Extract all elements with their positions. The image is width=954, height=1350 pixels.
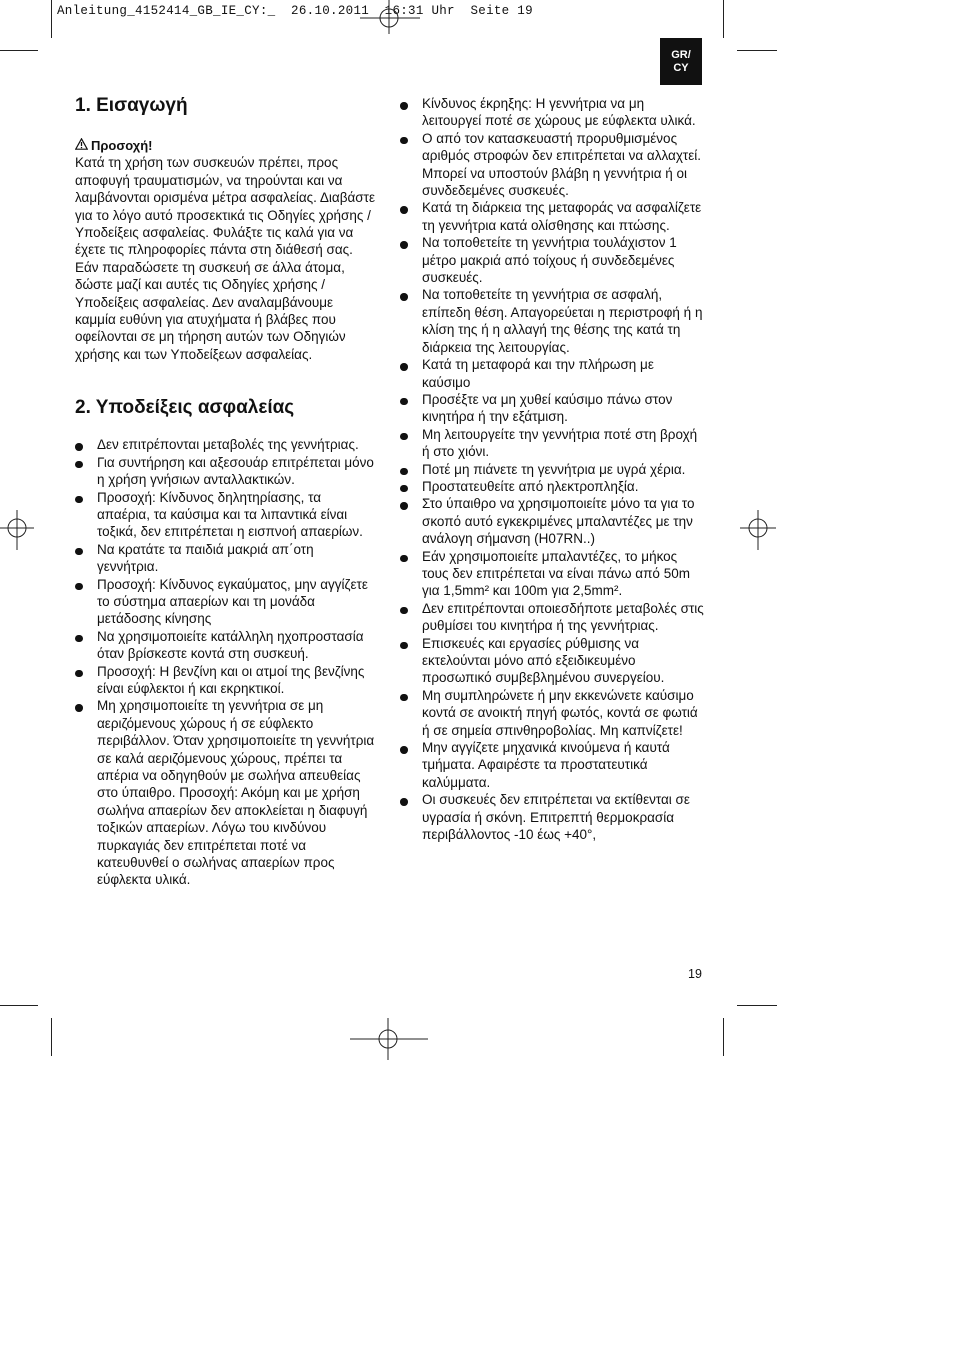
- list-item: Να κρατάτε τα παιδιά μακριά απ΄οτη γεννήτρια.: [75, 541, 375, 576]
- safety-list-right: [400, 95, 705, 843]
- bullet-icon: [75, 583, 83, 591]
- bullet-icon: [75, 496, 83, 504]
- crop-mark: [737, 50, 777, 51]
- language-badge-line2: CY: [673, 61, 689, 74]
- crop-mark: [0, 1005, 38, 1006]
- warning-title: [75, 137, 375, 154]
- list-item: Προστατευθείτε από ηλεκτροπληξία.: [400, 478, 705, 495]
- list-item: Στο ύπαιθρο να χρησιμοποιείτε μόνο τα για το σκοπό αυτό εγκεκριμένες μπαλαντέζες με την ανάλογη σήμανση (H07RN..): [400, 495, 705, 547]
- bullet-icon: [400, 433, 408, 441]
- warning-triangle-icon: [75, 137, 88, 154]
- list-item: Να τοποθετείτε τη γεννήτρια τουλάχιστον 1 μέτρο μακριά από τοίχους ή συνδεδεμένες συσκευές.: [400, 234, 705, 286]
- safety-list-left: [75, 436, 375, 889]
- bullet-icon: [400, 607, 408, 615]
- crop-mark: [0, 50, 38, 51]
- list-item: Εάν χρησιμοποιείτε μπαλαντέζες, το μήκος τους δεν επιτρέπεται να είναι πάνω από 50m για 1,5mm² και 100m για 2,5mm².: [400, 548, 705, 600]
- section-1-title: 1. Εισαγωγή: [75, 95, 188, 116]
- list-item: Για συντήρηση και αξεσουάρ επιτρέπεται μόνο η χρήση γνήσιων ανταλλακτικών.: [75, 454, 375, 489]
- list-item: Δεν επιτρέπονται μεταβολές της γεννήτριας.: [75, 436, 375, 453]
- bullet-icon: [75, 443, 83, 451]
- registration-mark-icon: [0, 510, 34, 550]
- list-item: Να χρησιμοποιείτε κατάλληλη ηχοπροστασία όταν βρίσκεστε κοντά στη συσκευή.: [75, 628, 375, 663]
- bullet-icon: [400, 694, 408, 702]
- bullet-icon: [400, 206, 408, 214]
- registration-mark-icon: [360, 0, 420, 34]
- crop-mark: [723, 0, 724, 38]
- list-item: Κίνδυνος έκρηξης: Η γεννήτρια να μη λειτουργεί ποτέ σε χώρους με εύφλεκτα υλικά.: [400, 95, 705, 130]
- list-item: Επισκευές και εργασίες ρύθμισης να εκτελούνται μόνο από εξειδικευμένο προσωπικό συμβεβλημένου συνεργείου.: [400, 635, 705, 687]
- language-badge: [660, 38, 702, 85]
- bullet-icon: [400, 642, 408, 650]
- right-column: [400, 95, 705, 843]
- bullet-icon: [75, 461, 83, 469]
- left-column: [75, 95, 375, 889]
- list-item: Κατά τη διάρκεια της μεταφοράς να ασφαλίζετε τη γεννήτρια κατά ολίσθησης και πτώσης.: [400, 199, 705, 234]
- bullet-icon: [400, 798, 408, 806]
- bullet-icon: [75, 635, 83, 643]
- bullet-icon: [400, 502, 408, 510]
- list-item: Οι συσκευές δεν επιτρέπεται να εκτίθενται σε υγρασία ή σκόνη. Επιτρεπτή θερμοκρασία περιβάλλοντος -10 έως +40°,: [400, 791, 705, 843]
- language-badge-line1: GR/: [671, 48, 691, 61]
- list-item: Μη λειτουργείτε την γεννήτρια ποτέ στη βροχή ή στο χιόνι.: [400, 426, 705, 461]
- list-item: Προσοχή: Κίνδυνος δηλητηρίασης, τα απαέρια, τα καύσιμα και τα λιπαντικά είναι τοξικά, δεν επιτρέπεται η εισπνοή απαερίων.: [75, 489, 375, 541]
- print-slug-header: Anleitung_4152414_GB_IE_CY:_ 26.10.2011 16:31 Uhr Seite 19: [57, 4, 533, 18]
- bullet-icon: [400, 555, 408, 563]
- list-item: Προσέξτε να μη χυθεί καύσιμο πάνω στον κινητήρα ή την εξάτμιση.: [400, 391, 705, 426]
- list-item: Ποτέ μη πιάνετε τη γεννήτρια με υγρά χέρια.: [400, 461, 705, 478]
- page-number: 19: [688, 967, 702, 981]
- bullet-icon: [400, 746, 408, 754]
- intro-paragraph: Κατά τη χρήση των συσκευών πρέπει, προς αποφυγή τραυματισμών, να τηρούνται και να λαμβάνονται ορισμένα μέτρα ασφαλείας. Διαβάστε για το λόγο αυτό προσεκτικά τις Οδηγίες χρήσης / Υποδείξεις ασφαλείας. Φυλάξτε τις καλά για να έχετε τις πληροφορίες πάντα στη διάθεσή σας. Εάν παραδώσετε τη συσκευή σε άλλα άτομα, δώστε μαζί και αυτές τις Οδηγίες χρήσης / Υποδείξεις ασφαλείας. Δεν αναλαμβάνουμε καμμία ευθύνη για ατυχήματα ή βλάβες που οφείλονται σε μη τήρηση αυτών των Οδηγιών χρήσης και των Υποδείξεων ασφαλείας.: [75, 155, 375, 362]
- bullet-icon: [400, 468, 408, 476]
- list-item: Μη χρησιμοποιείτε τη γεννήτρια σε μη αεριζόμενους χώρους ή σε εύφλεκτο περιβάλλον. Όταν χρησιμοποιείτε τη γεννήτρια σε καλά αεριζόμενους χώρους, πρέπει τα απέρια να οδηγηθούν με σωλήνα απευθείας στο ύπαιθρο. Προσοχή: Ακόμη και με χρήση σωλήνα απαερίων δεν αποκλείεται η διαφυγή τοξικών απαερίων. Λόγω του κινδύνου πυρκαγιάς δεν επιτρέπεται ποτέ να κατευθυνθεί ο σωλήνας απαερίων προς εύφλεκτα υλικά.: [75, 697, 375, 888]
- bullet-icon: [400, 293, 408, 301]
- list-item: Προσοχή: Η βενζίνη και οι ατμοί της βενζίνης είναι εύφλεκτοι ή και εκρηκτικοί.: [75, 663, 375, 698]
- warning-title-text: Προσοχή!: [91, 138, 153, 153]
- bullet-icon: [400, 137, 408, 145]
- list-item: Μην αγγίζετε μηχανικά κινούμενα ή καυτά τμήματα. Αφαιρέστε τα προστατευτικά καλύμματα.: [400, 739, 705, 791]
- crop-mark: [51, 1018, 52, 1056]
- list-item: Προσοχή: Κίνδυνος εγκαύματος, μην αγγίζετε το σύστημα απαερίων και τη μονάδα μετάδοσης κίνησης: [75, 576, 375, 628]
- crop-mark: [51, 0, 52, 38]
- list-item: Μη συμπληρώνετε ή μην εκκενώνετε καύσιμο κοντά σε ανοικτή πηγή φωτός, κοντά σε φωτιά ή σε σημεία σπινθηροβολίας. Μη καπνίζετε!: [400, 687, 705, 739]
- list-item: Κατά τη μεταφορά και την πλήρωση με καύσιμο: [400, 356, 705, 391]
- bullet-icon: [400, 363, 408, 371]
- registration-mark-icon: [740, 510, 776, 550]
- registration-mark-icon: [350, 1018, 428, 1060]
- crop-mark: [723, 1018, 724, 1056]
- bullet-icon: [400, 102, 408, 110]
- bullet-icon: [400, 398, 408, 406]
- crop-mark: [737, 1005, 777, 1006]
- list-item: Να τοποθετείτε τη γεννήτρια σε ασφαλή, επίπεδη θέση. Απαγορεύεται η περιστροφή ή η κλίση της ή η αλλαγή της θέσης της κατά τη διάρκεια της λειτουργίας.: [400, 286, 705, 356]
- list-item: Ο από τον κατασκευαστή προρυθμισμένος αριθμός στροφών δεν επιτρέπεται να αλλαχτεί. Μπορεί να υποστούν βλάβη η γεννήτρια ή οι συνδεδεμένες συσκευές.: [400, 130, 705, 200]
- bullet-icon: [75, 548, 83, 556]
- list-item: Δεν επιτρέπονται οποιεσδήποτε μεταβολές στις ρυθμίσει του κινητήρα ή της γεννήτριας.: [400, 600, 705, 635]
- bullet-icon: [75, 704, 83, 712]
- bullet-icon: [400, 485, 408, 493]
- bullet-icon: [400, 241, 408, 249]
- bullet-icon: [75, 670, 83, 678]
- section-2-title: 2. Υποδείξεις ασφαλείας: [75, 397, 295, 419]
